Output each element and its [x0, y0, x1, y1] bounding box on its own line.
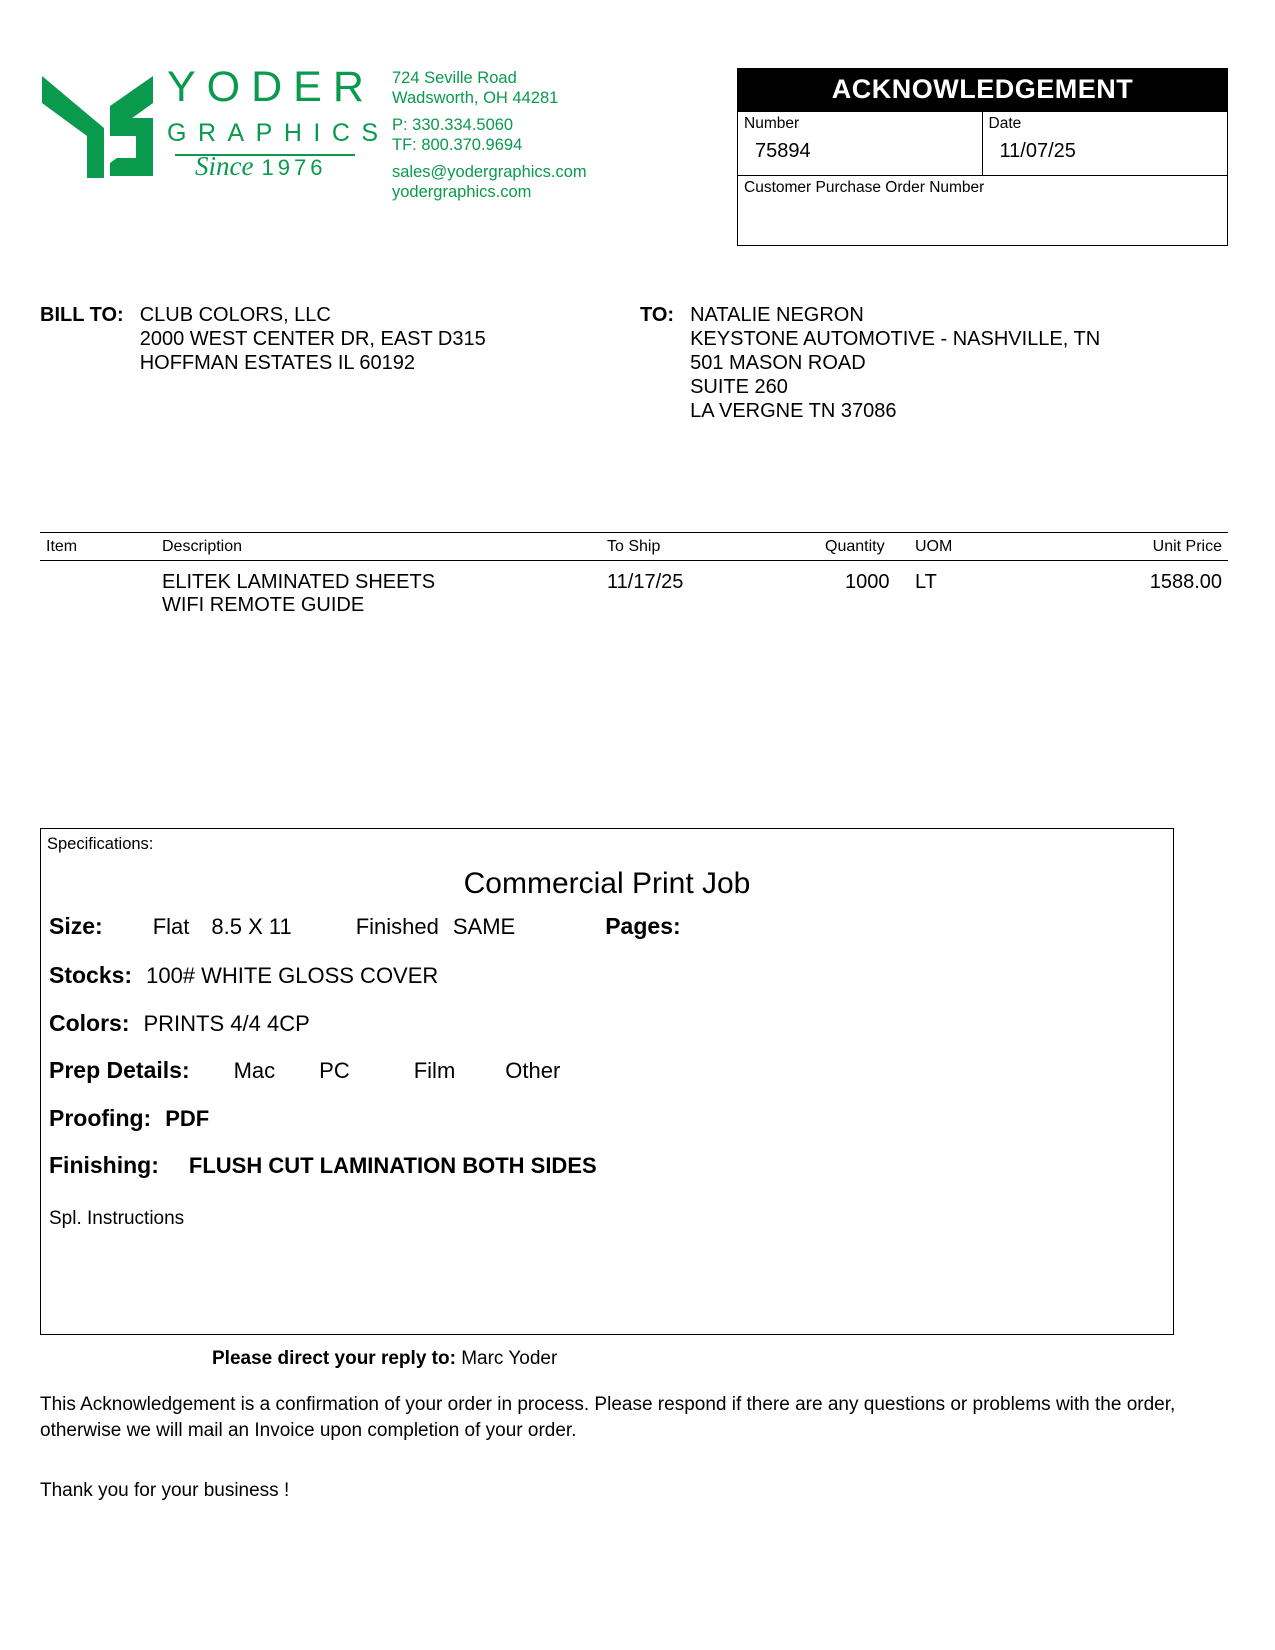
- bill-to-label: BILL TO:: [40, 304, 124, 326]
- acknowledgement-date-label: Date: [988, 115, 1022, 133]
- ship-to-line: LA VERGNE TN 37086: [690, 400, 897, 422]
- spec-row-size: [49, 913, 1165, 940]
- cell-description-line2: WIFI REMOTE GUIDE: [162, 594, 365, 616]
- company-phone: P: 330.334.5060: [392, 116, 514, 134]
- company-logo: [40, 58, 390, 183]
- prep-option-mac[interactable]: Mac: [233, 1058, 276, 1083]
- column-header-unit-price: Unit Price: [1152, 538, 1222, 555]
- specifications-label: Specifications:: [47, 835, 154, 853]
- logo-since-word: Since: [195, 151, 254, 181]
- ship-to-line: NATALIE NEGRON: [690, 304, 864, 326]
- ship-to-line: KEYSTONE AUTOMOTIVE - NASHVILLE, TN: [690, 328, 1101, 350]
- customer-po-cell: [738, 175, 1227, 245]
- bill-to-block: [40, 303, 486, 375]
- cell-uom: LT: [915, 571, 937, 593]
- acknowledgement-number-cell: [738, 112, 983, 175]
- logo-since-block: [195, 153, 390, 183]
- ship-to-line: 501 MASON ROAD: [690, 352, 866, 374]
- spec-row-special-instructions: [49, 1205, 1165, 1232]
- prep-option-film[interactable]: Film: [413, 1058, 456, 1083]
- proofing-value: PDF: [165, 1106, 210, 1131]
- stocks-value: 100# WHITE GLOSS COVER: [146, 963, 439, 988]
- company-address-line1: 724 Seville Road: [392, 69, 517, 87]
- size-flat-label: Flat: [152, 914, 190, 939]
- column-header-to-ship: To Ship: [607, 538, 661, 555]
- company-email[interactable]: sales@yodergraphics.com: [392, 163, 587, 181]
- acknowledgement-date-cell: [983, 112, 1228, 175]
- size-finished-value: SAME: [452, 914, 516, 939]
- ship-to-label: TO:: [640, 304, 675, 326]
- prep-option-pc[interactable]: PC: [319, 1058, 350, 1083]
- ship-to-line: SUITE 260: [690, 376, 788, 398]
- stocks-label: Stocks:: [49, 962, 133, 988]
- reply-to-name: Marc Yoder: [461, 1348, 558, 1369]
- size-label: Size:: [49, 913, 103, 939]
- proofing-label: Proofing:: [49, 1105, 152, 1131]
- ship-to-block: [640, 303, 1100, 423]
- reply-to-label: Please direct your reply to:: [212, 1348, 456, 1369]
- pages-label: Pages:: [605, 913, 681, 939]
- bill-to-line: CLUB COLORS, LLC: [139, 304, 331, 326]
- spec-row-prep-details: [49, 1057, 1165, 1084]
- finishing-label: Finishing:: [49, 1152, 159, 1178]
- cell-description-line1: ELITEK LAMINATED SHEETS: [162, 571, 436, 593]
- cell-to-ship: 11/17/25: [607, 571, 684, 593]
- special-instructions-label: Spl. Instructions: [49, 1208, 185, 1229]
- size-flat-value: 8.5 X 11: [211, 914, 292, 939]
- spacer: [392, 155, 587, 162]
- logo-wordmark: [167, 63, 390, 183]
- specifications-box: [40, 828, 1174, 1335]
- acknowledgement-date-value: 11/07/25: [999, 140, 1076, 163]
- yg-monogram-icon: [40, 58, 155, 180]
- column-header-description: Description: [162, 538, 243, 555]
- reply-to-line: [212, 1347, 557, 1370]
- prep-option-other[interactable]: Other: [505, 1058, 561, 1083]
- spec-row-colors: [49, 1010, 1165, 1037]
- customer-po-label: Customer Purchase Order Number: [744, 179, 985, 197]
- footer-thanks: Thank you for your business !: [40, 1480, 290, 1501]
- column-header-quantity: Quantity: [825, 538, 885, 555]
- logo-yoder-text: YODER: [167, 63, 375, 111]
- column-header-item: Item: [46, 538, 78, 555]
- spec-row-finishing: [49, 1152, 1165, 1179]
- size-finished-label: Finished: [355, 914, 439, 939]
- footer-paragraph: This Acknowledgement is a confirmation of your order in process. Please respond if there are any questions or problems with the order, otherwise we will mail an Invoice upon completion of your order.: [40, 1394, 1176, 1441]
- document-header: [0, 0, 1275, 270]
- logo-graphics-text: GRAPHICS: [167, 119, 390, 147]
- acknowledgement-number-label: Number: [744, 115, 800, 133]
- acknowledgement-number-value: 75894: [755, 140, 811, 163]
- bill-to-line: 2000 WEST CENTER DR, EAST D315: [139, 328, 486, 350]
- cell-quantity: 1000: [845, 571, 890, 593]
- prep-details-label: Prep Details:: [49, 1057, 190, 1083]
- company-website[interactable]: yodergraphics.com: [392, 183, 532, 201]
- company-tollfree: TF: 800.370.9694: [392, 136, 523, 154]
- spacer: [392, 108, 587, 115]
- table-row: [40, 571, 1228, 631]
- colors-label: Colors:: [49, 1010, 130, 1036]
- spec-row-stocks: [49, 962, 1165, 989]
- line-items-header: [40, 532, 1228, 561]
- finishing-value: FLUSH CUT LAMINATION BOTH SIDES: [188, 1153, 597, 1178]
- line-items-table: [40, 532, 1228, 631]
- column-header-uom: UOM: [915, 538, 953, 555]
- cell-unit-price: 1588.00: [1149, 571, 1222, 593]
- customer-po-value: [744, 197, 1227, 204]
- bill-to-line: HOFFMAN ESTATES IL 60192: [139, 352, 415, 374]
- colors-value: PRINTS 4/4 4CP: [143, 1011, 310, 1036]
- logo-since-year: 1976: [261, 155, 327, 180]
- ship-to-address: [690, 303, 1100, 423]
- company-address-line2: Wadsworth, OH 44281: [392, 89, 559, 107]
- job-type-title: Commercial Print Job: [463, 867, 751, 900]
- company-contact-info: [392, 68, 587, 202]
- spec-row-proofing: [49, 1105, 1165, 1132]
- bill-to-address: [140, 303, 486, 375]
- acknowledgement-title: ACKNOWLEDGEMENT: [738, 69, 1227, 111]
- acknowledgement-box: [737, 68, 1228, 246]
- acknowledgement-number-date-row: [738, 111, 1227, 175]
